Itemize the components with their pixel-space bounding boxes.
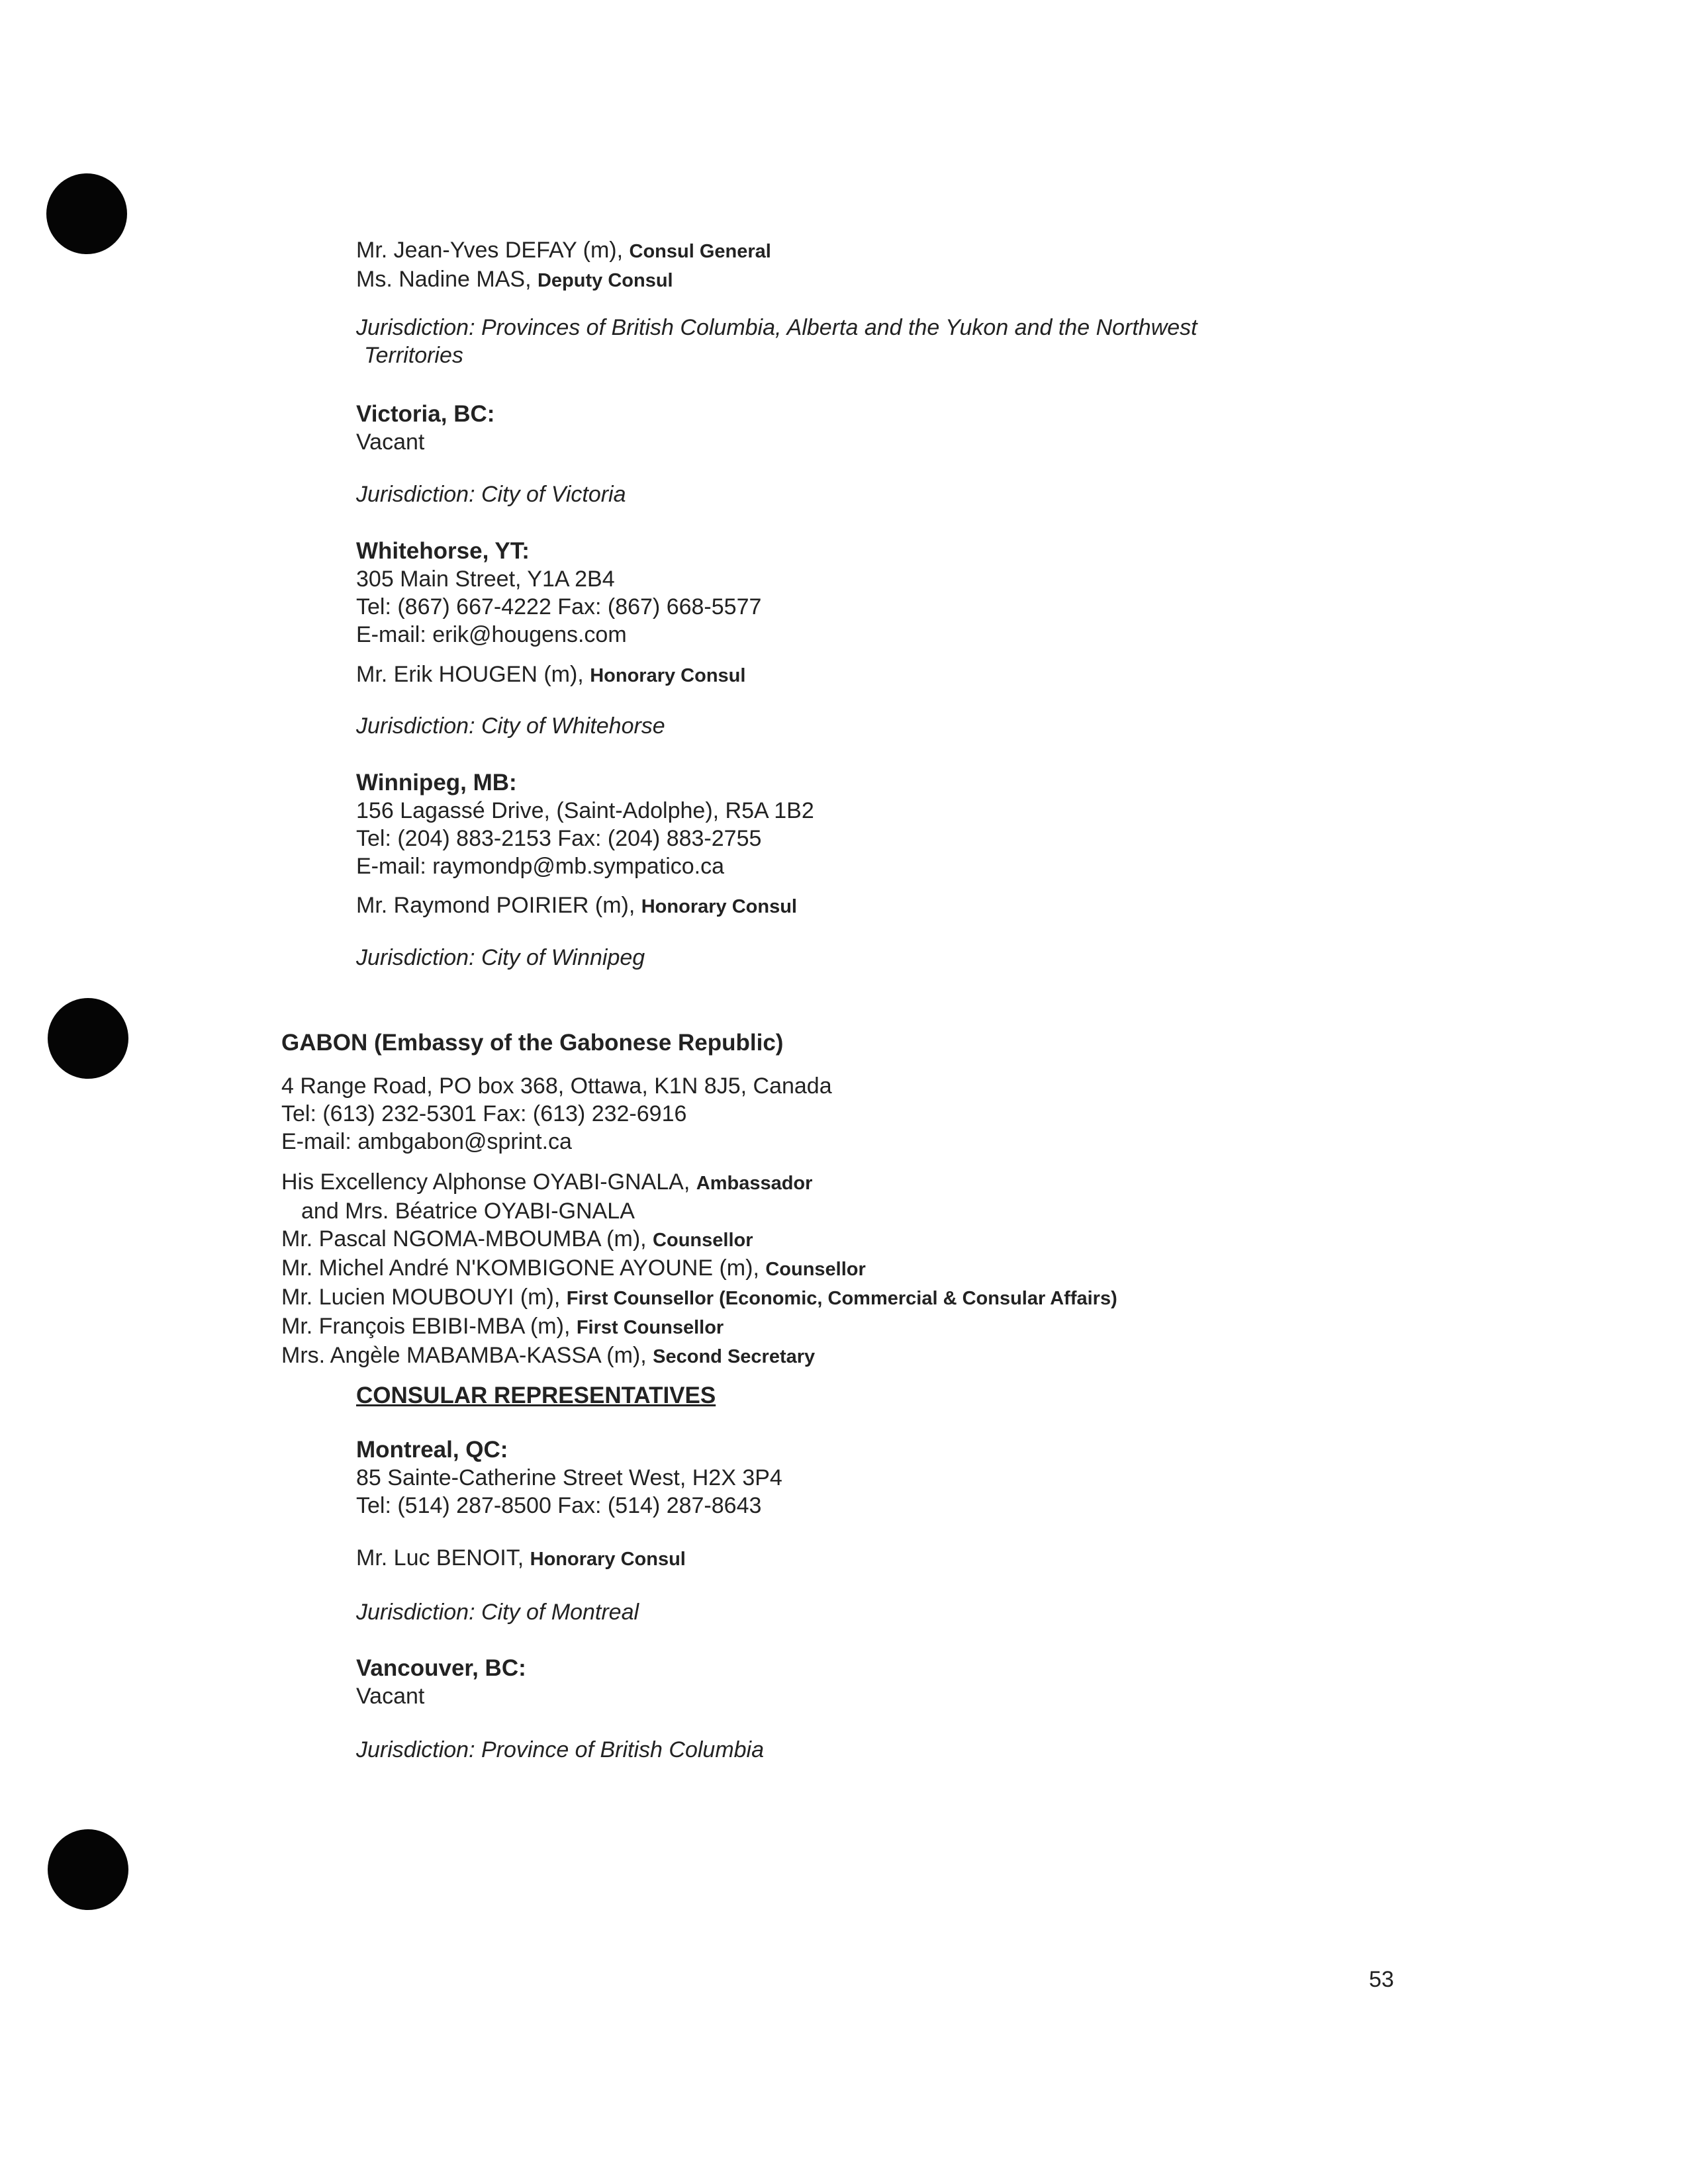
staff-role: Ambassador <box>696 1173 813 1194</box>
staff-line <box>281 1342 1539 1371</box>
montreal-jurisdiction <box>356 1598 1614 1626</box>
section-heading: CONSULAR REPRESENTATIVES <box>356 1383 716 1408</box>
victoria-section <box>356 400 1614 456</box>
jurisdiction-text: Jurisdiction: Provinces of British Columbia, Alberta and the Yukon and the Northwest <box>356 315 1197 340</box>
city-heading: Winnipeg, MB: <box>356 770 517 796</box>
jurisdiction-text: Jurisdiction: City of Winnipeg <box>356 945 645 970</box>
staff-line <box>281 1283 1539 1312</box>
staff-line <box>356 236 1614 265</box>
staff-role: Counsellor <box>653 1230 753 1251</box>
vacant-status: Vacant <box>356 1684 425 1709</box>
city-heading: Montreal, QC: <box>356 1437 508 1463</box>
staff-role: First Counsellor <box>576 1317 724 1338</box>
binder-hole-top <box>46 173 127 254</box>
staff-line <box>281 1197 1539 1225</box>
staff-role: Deputy Consul <box>537 270 673 291</box>
staff-line <box>281 1312 1539 1342</box>
staff-role: Consul General <box>629 241 771 262</box>
staff-name: Mrs. Angèle MABAMBA-KASSA (m), <box>281 1343 653 1368</box>
winnipeg-consul <box>356 891 1614 921</box>
phone-fax: Tel: (514) 287-8500 Fax: (514) 287-8643 <box>356 1493 762 1518</box>
address: 85 Sainte-Catherine Street West, H2X 3P4 <box>356 1465 782 1490</box>
email: E-mail: ambgabon@sprint.ca <box>281 1129 572 1154</box>
binder-hole-bottom <box>48 1829 128 1910</box>
montreal-consul <box>356 1544 1614 1573</box>
person-name: Mr. Raymond POIRIER (m), <box>356 893 641 918</box>
winnipeg-section <box>356 769 1614 880</box>
whitehorse-jurisdiction <box>356 712 1614 740</box>
whitehorse-consul <box>356 660 1614 690</box>
jurisdiction-text-continued: Territories <box>364 343 463 368</box>
victoria-jurisdiction <box>356 480 1614 508</box>
staff-line <box>281 1254 1539 1283</box>
jurisdiction-text: Jurisdiction: City of Montreal <box>356 1600 639 1625</box>
staff-line <box>356 265 1614 295</box>
staff-line <box>281 1168 1539 1197</box>
binder-hole-middle <box>48 998 128 1079</box>
person-name: Mr. Luc BENOIT, <box>356 1545 530 1570</box>
staff-name: and Mrs. Béatrice OYABI-GNALA <box>301 1199 635 1224</box>
address: 4 Range Road, PO box 368, Ottawa, K1N 8J5, Canada <box>281 1073 832 1099</box>
city-heading: Vancouver, BC: <box>356 1655 526 1681</box>
person-role: Honorary Consul <box>590 665 746 686</box>
staff-role: Second Secretary <box>653 1346 816 1367</box>
gabon-contact <box>281 1072 1539 1156</box>
jurisdiction-text: Jurisdiction: City of Victoria <box>356 482 626 507</box>
staff-name: His Excellency Alphonse OYABI-GNALA, <box>281 1169 696 1195</box>
phone-fax: Tel: (867) 667-4222 Fax: (867) 668-5577 <box>356 594 762 619</box>
city-heading: Victoria, BC: <box>356 401 495 427</box>
staff-role: First Counsellor (Economic, Commercial & Consular Affairs) <box>566 1288 1117 1309</box>
person-role: Honorary Consul <box>530 1549 686 1570</box>
jurisdiction-text: Jurisdiction: City of Whitehorse <box>356 713 665 739</box>
vancouver-section <box>356 1655 1614 1710</box>
email: E-mail: erik@hougens.com <box>356 622 627 647</box>
montreal-section <box>356 1436 1614 1520</box>
staff-line <box>281 1225 1539 1254</box>
winnipeg-jurisdiction <box>356 944 1614 972</box>
person-role: Honorary Consul <box>641 896 797 917</box>
gabon-staff-list <box>281 1168 1539 1371</box>
phone-fax: Tel: (613) 232-5301 Fax: (613) 232-6916 <box>281 1101 687 1126</box>
staff-role: Counsellor <box>765 1259 866 1280</box>
staff-name: Mr. Pascal NGOMA-MBOUMBA (m), <box>281 1226 653 1251</box>
email: E-mail: raymondp@mb.sympatico.ca <box>356 854 725 879</box>
vancouver-jurisdiction <box>356 1736 1614 1764</box>
phone-fax: Tel: (204) 883-2153 Fax: (204) 883-2755 <box>356 826 762 851</box>
city-heading: Whitehorse, YT: <box>356 538 530 564</box>
staff-name: Ms. Nadine MAS, <box>356 267 538 292</box>
country-heading: GABON (Embassy of the Gabonese Republic) <box>281 1030 784 1056</box>
gabon-embassy-heading <box>281 1029 1539 1057</box>
france-vancouver-staff <box>356 236 1614 295</box>
person-name: Mr. Erik HOUGEN (m), <box>356 662 590 687</box>
whitehorse-section <box>356 537 1614 649</box>
jurisdiction-text: Jurisdiction: Province of British Columbia <box>356 1737 765 1762</box>
address: 156 Lagassé Drive, (Saint-Adolphe), R5A 1B2 <box>356 798 814 823</box>
staff-name: Mr. Lucien MOUBOUYI (m), <box>281 1285 567 1310</box>
address: 305 Main Street, Y1A 2B4 <box>356 567 615 592</box>
vacant-status: Vacant <box>356 430 425 455</box>
consular-representatives-heading <box>356 1382 1614 1410</box>
staff-name: Mr. Michel André N'KOMBIGONE AYOUNE (m), <box>281 1255 766 1281</box>
page-number: 53 <box>1369 1967 1394 1992</box>
staff-name: Mr. François EBIBI-MBA (m), <box>281 1314 577 1339</box>
staff-name: Mr. Jean-Yves DEFAY (m), <box>356 238 630 263</box>
france-vancouver-jurisdiction <box>356 314 1614 369</box>
